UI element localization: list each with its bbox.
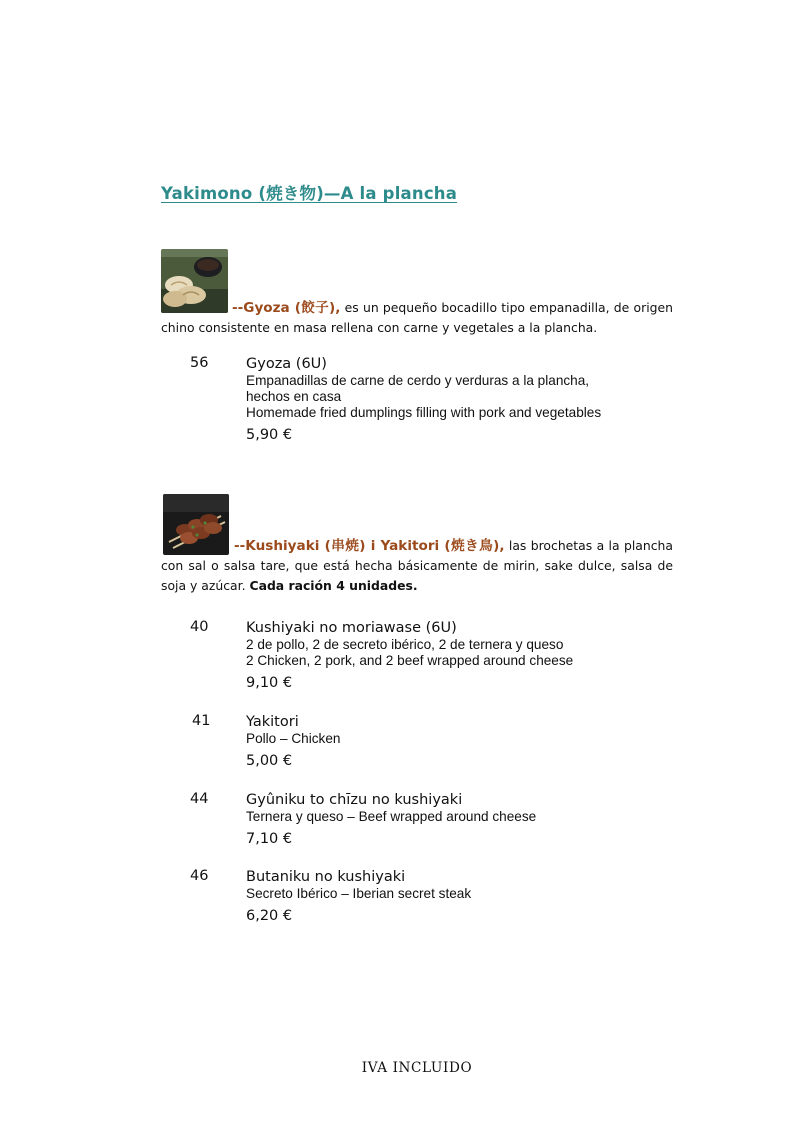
kushiyaki-intro-text: las brochetas a la plancha con sal o salsa tare, que está hecha básicamente de mirin, sake dulce, salsa de soja y azúcar.: [161, 538, 673, 593]
item-description: Secreto Ibérico – Iberian secret steak: [246, 886, 472, 901]
page-title: Yakimono (焼き物)—A la plancha: [161, 184, 458, 203]
item-number: 44: [190, 791, 209, 807]
item-description: Empanadillas de carne de cerdo y verduras a la plancha,: [246, 373, 590, 388]
item-description: Ternera y queso – Beef wrapped around cheese: [246, 809, 537, 824]
item-name: Kushiyaki no moriawase (6U): [246, 620, 457, 636]
item-price: 6,20 €: [246, 908, 293, 924]
gyoza-intro-text: es un pequeño bocadillo tipo empanadilla, de origen chino consistente en masa rellena con carne y vegetales a la plancha.: [161, 300, 673, 335]
item-number: 40: [190, 619, 209, 635]
item-price: 7,10 €: [246, 831, 293, 847]
item-number: 41: [192, 713, 211, 729]
kushiyaki-heading: --Kushiyaki (串焼) i Yakitori (焼き鳥),: [234, 538, 505, 554]
item-price: 5,90 €: [246, 427, 293, 443]
item-name: Yakitori: [246, 714, 299, 730]
item-name: Butaniku no kushiyaki: [246, 869, 406, 885]
item-name: Gyûniku to chīzu no kushiyaki: [246, 792, 463, 808]
item-description: Homemade fried dumplings filling with pork and vegetables: [246, 405, 602, 420]
item-price: 9,10 €: [246, 675, 293, 691]
footer-tax-note: IVA INCLUIDO: [361, 1060, 473, 1076]
item-price: 5,00 €: [246, 753, 293, 769]
gyoza-heading: --Gyoza (餃子),: [232, 300, 341, 316]
item-description: 2 Chicken, 2 pork, and 2 beef wrapped around cheese: [246, 653, 574, 668]
item-description: 2 de pollo, 2 de secreto ibérico, 2 de ternera y queso: [246, 637, 564, 652]
item-description: Pollo – Chicken: [246, 731, 341, 746]
gyoza-intro: [161, 298, 673, 338]
item-description: hechos en casa: [246, 389, 342, 404]
item-number: 56: [190, 355, 209, 371]
portion-note: Cada ración 4 unidades.: [249, 578, 418, 593]
item-name: Gyoza (6U): [246, 356, 327, 372]
kushiyaki-intro: [161, 536, 673, 596]
item-number: 46: [190, 868, 209, 884]
